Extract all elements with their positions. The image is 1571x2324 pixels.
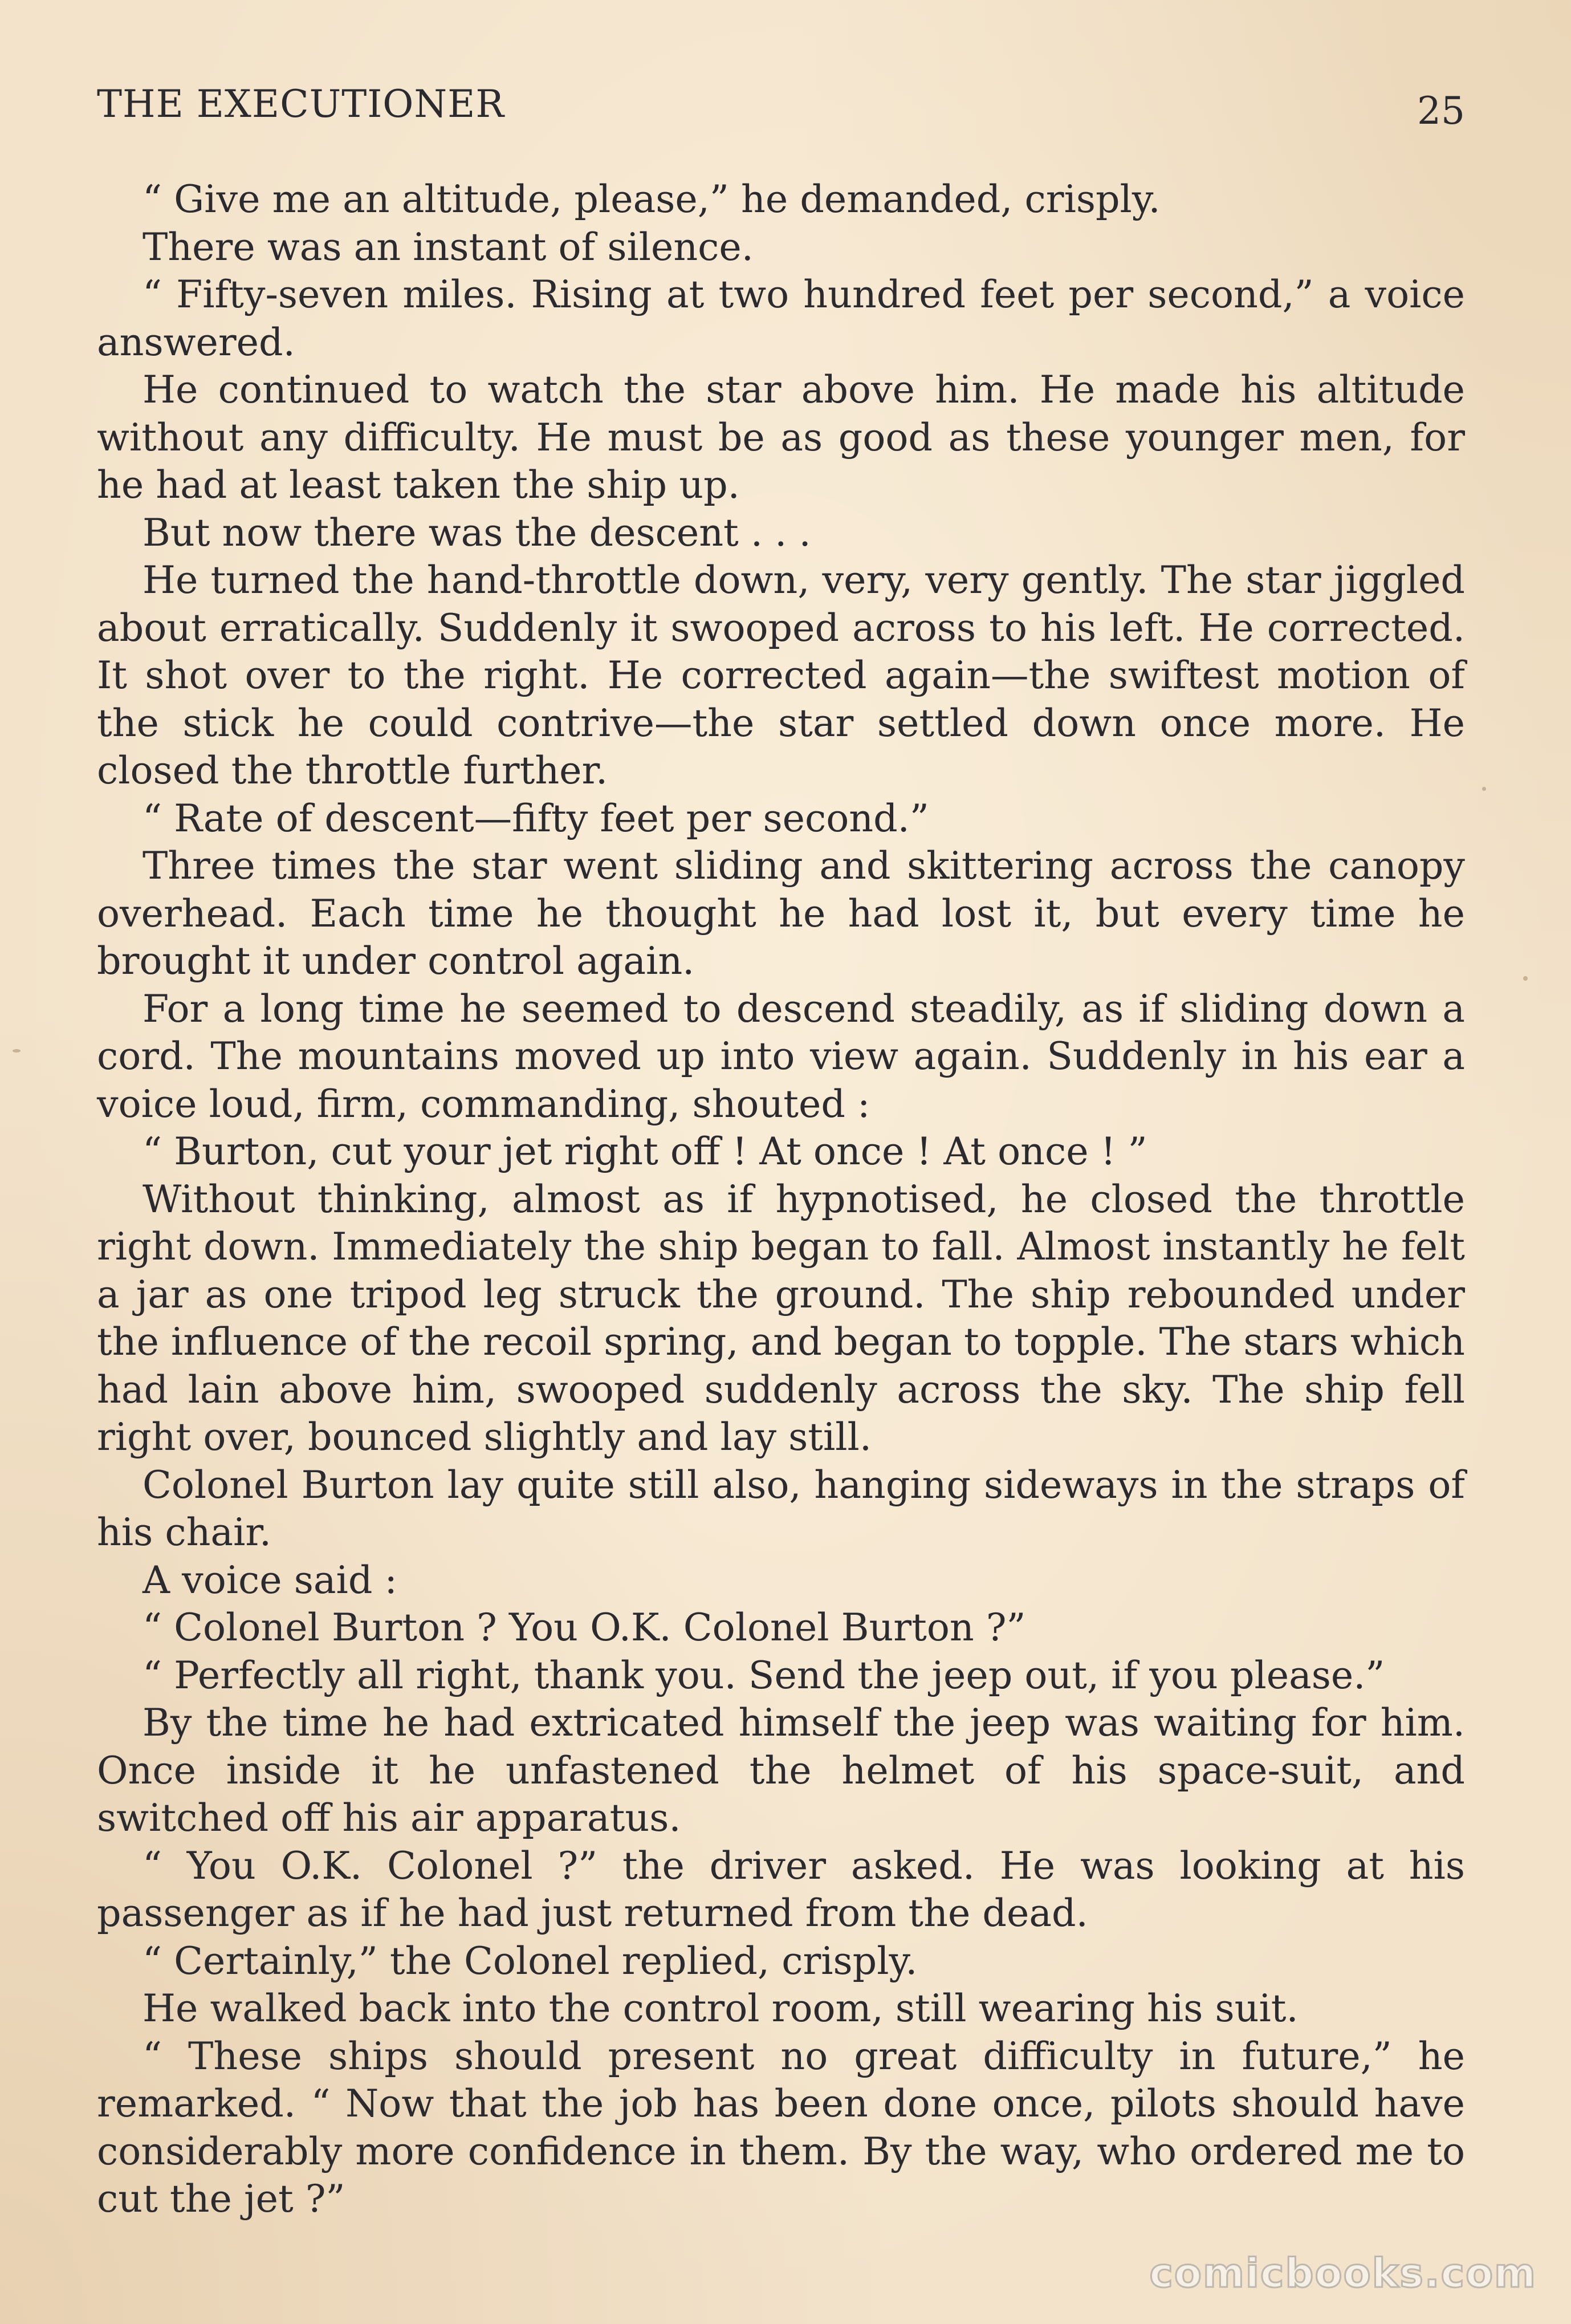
paragraph: Colonel Burton lay quite still also, hanging sideways in the straps of his chair. bbox=[97, 1462, 1465, 1554]
paper-fleck bbox=[1523, 976, 1528, 981]
paragraph: “ Perfectly all right, thank you. Send the jeep out, if you please.” bbox=[143, 1652, 1385, 1697]
paragraph: He turned the hand-throttle down, very, very gently. The star jiggled about erratically. Suddenly it swooped across to his left. He corrected. It shot over to the right. He corrected again—the swiftest motion of the stick he could contrive—the star settled down once more. He closed the throttle further. bbox=[97, 558, 1465, 793]
paragraph: “ Certainly,” the Colonel replied, crisply. bbox=[143, 1938, 918, 1983]
paragraph: For a long time he seemed to descend steadily, as if sliding down a cord. The mountains moved up into view again. Suddenly in his ear a voice loud, firm, commanding, shouted : bbox=[97, 986, 1465, 1126]
watermark: comicbooks.com bbox=[1149, 2250, 1537, 2297]
body-text bbox=[97, 176, 1465, 2223]
page-number: 25 bbox=[1417, 89, 1465, 133]
paragraph: He continued to watch the star above him. He made his altitude without any difficulty. He must be as good as these younger men, for he had at least taken the ship up. bbox=[97, 367, 1465, 507]
paragraph: But now there was the descent . . . bbox=[143, 510, 811, 555]
paragraph: “ You O.K. Colonel ?” the driver asked. He was looking at his passenger as if he had just returned from the dead. bbox=[97, 1843, 1465, 1935]
paragraph: “ Fifty-seven miles. Rising at two hundred feet per second,” a voice answered. bbox=[97, 272, 1465, 364]
paragraph: “ Colonel Burton ? You O.K. Colonel Burton ?” bbox=[143, 1605, 1026, 1649]
page-header bbox=[97, 82, 1465, 148]
paragraph: “ Burton, cut your jet right off ! At once ! At once ! ” bbox=[143, 1129, 1147, 1173]
paragraph: “ Rate of descent—fifty feet per second.” bbox=[143, 795, 929, 840]
paragraph: There was an instant of silence. bbox=[143, 224, 754, 269]
paper-fleck bbox=[13, 1049, 21, 1053]
paragraph: Without thinking, almost as if hypnotised, he closed the throttle right down. Immediately the ship began to fall. Almost instantly he felt a jar as one tripod leg struck the ground. The ship rebounded under the influence of the recoil spring, and began to topple. The stars which had lain above him, swooped suddenly across the sky. The ship fell right over, bounced slightly and lay still. bbox=[97, 1176, 1465, 1459]
book-page bbox=[97, 82, 1465, 2252]
paragraph: A voice said : bbox=[143, 1557, 397, 1602]
paper-fleck bbox=[1482, 787, 1486, 791]
paragraph: “ Give me an altitude, please,” he demanded, crisply. bbox=[143, 177, 1161, 221]
paragraph: Three times the star went sliding and skittering across the canopy overhead. Each time he thought he had lost it, but every time he brought it under control again. bbox=[97, 843, 1465, 983]
running-head: THE EXECUTIONER bbox=[97, 82, 505, 126]
paragraph: By the time he had extricated himself the jeep was waiting for him. Once inside it he unfastened the helmet of his space-suit, and switched off his air apparatus. bbox=[97, 1700, 1465, 1840]
paragraph: “ These ships should present no great difficulty in future,” he remarked. “ Now that the job has been done once, pilots should have considerably more confidence in them. By the way, who ordered me to cut the jet ?” bbox=[97, 2033, 1465, 2221]
paragraph: He walked back into the control room, still wearing his suit. bbox=[143, 1986, 1299, 2030]
